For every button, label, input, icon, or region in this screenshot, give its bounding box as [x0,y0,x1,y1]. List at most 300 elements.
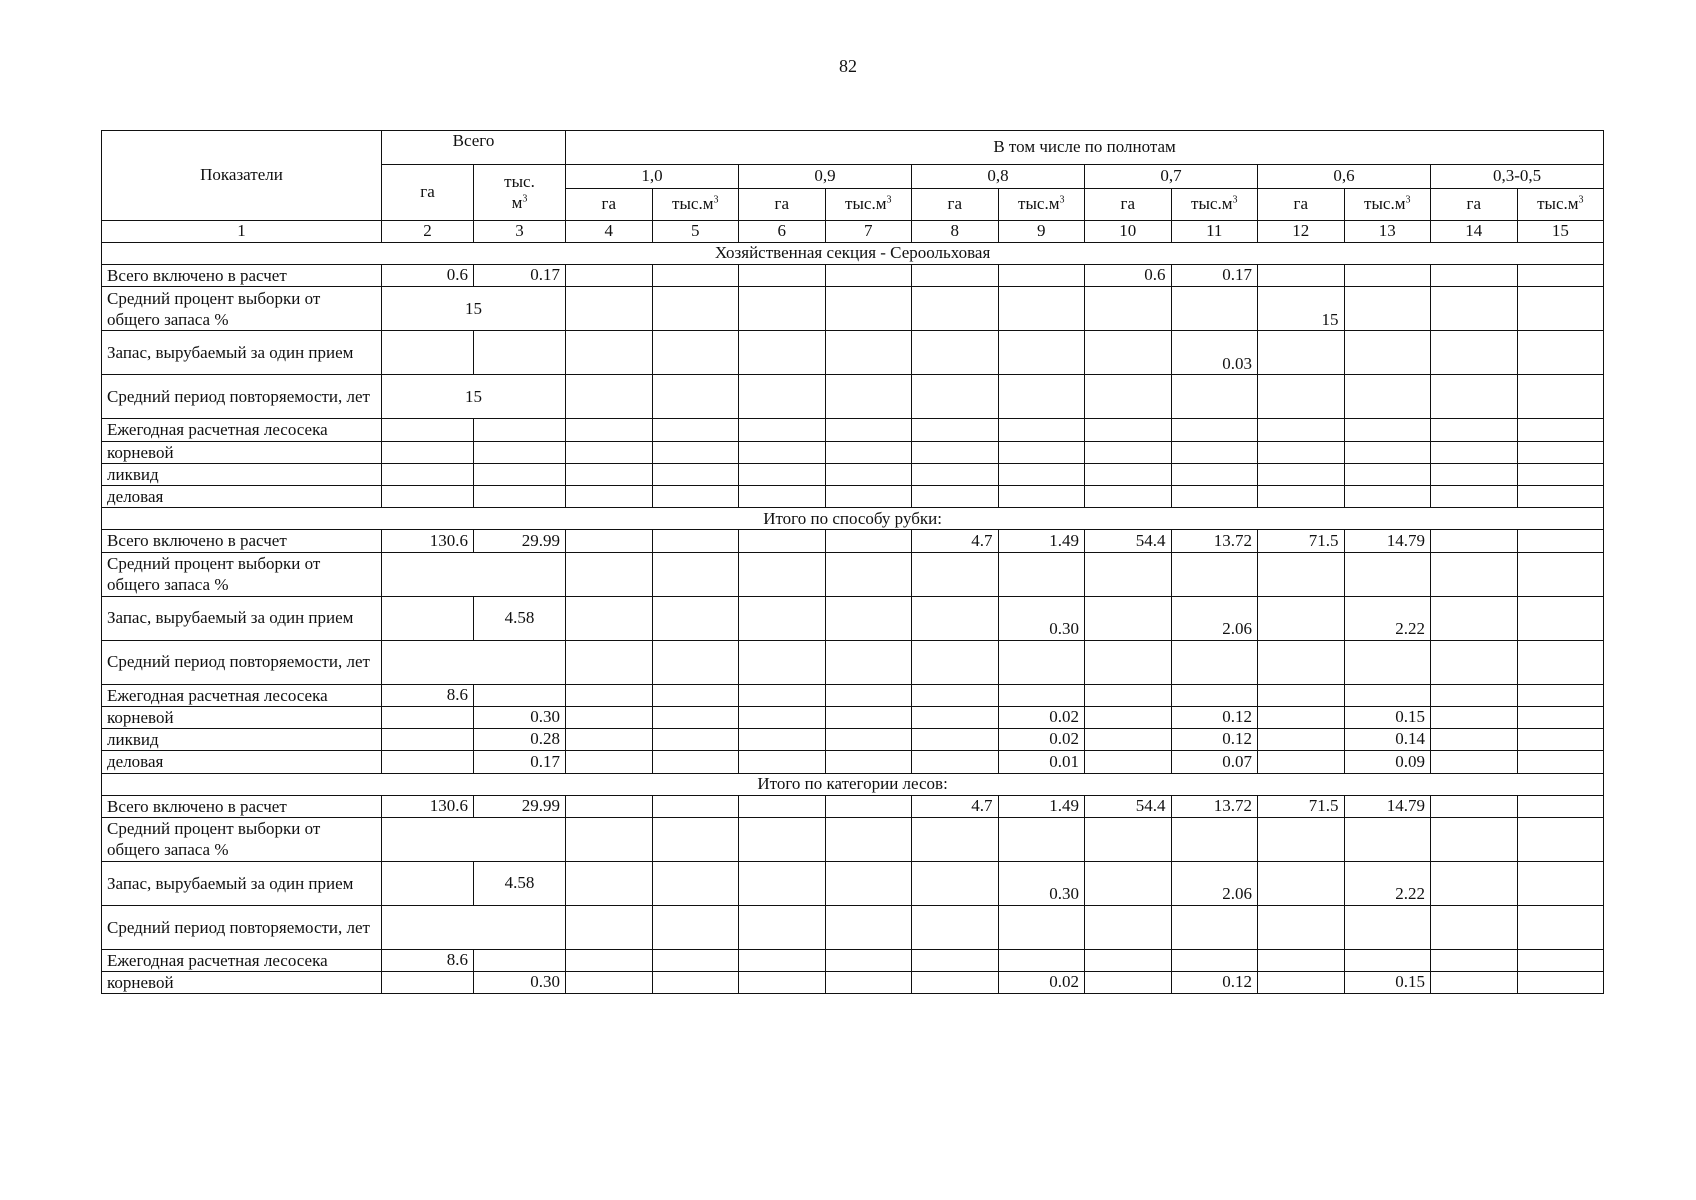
table-cell [1344,287,1431,331]
table-cell: 0.30 [474,972,566,994]
table-cell: 4.58 [474,861,566,905]
table-cell [739,905,826,949]
table-cell [825,684,912,706]
table-cell [474,441,566,463]
table-cell [1085,486,1172,508]
table-cell: 13.72 [1171,795,1258,817]
row-label: Всего включено в расчет [102,530,382,552]
table-cell [912,441,999,463]
row-label: ликвид [102,729,382,751]
table-cell [1517,949,1604,971]
table-cell [652,706,739,728]
table-cell [382,463,474,485]
table-cell [652,861,739,905]
table-cell [1085,331,1172,375]
table-cell: 0.17 [474,265,566,287]
table-cell [1517,596,1604,640]
table-cell [474,949,566,971]
table-cell [652,684,739,706]
table-cell [998,640,1085,684]
table-cell [1344,265,1431,287]
header-density: 0,3-0,5 [1431,165,1604,189]
table-cell [998,949,1085,971]
table-cell [739,419,826,441]
table-cell [1517,972,1604,994]
header-unit-thous-m3: $тыс.м^3$ [1344,189,1431,221]
table-cell [1258,861,1345,905]
table-cell [566,706,653,728]
table-cell [1171,486,1258,508]
table-cell [1258,684,1345,706]
header-unit-thous-m3: $тыс.м^3$ [998,189,1085,221]
table-cell: 130.6 [382,530,474,552]
table-cell [825,375,912,419]
table-cell: 13.72 [1171,530,1258,552]
table-cell: 15 [1258,287,1345,331]
table-cell [652,287,739,331]
table-cell [825,552,912,596]
row-label: корневой [102,441,382,463]
table-cell [1085,375,1172,419]
table-cell: 0.30 [474,706,566,728]
table-row [102,706,1604,728]
table-cell [652,463,739,485]
table-cell [566,441,653,463]
header-total-thous-m3: тыс. $м^3$ [474,165,566,221]
table-cell [1517,530,1604,552]
column-number: 8 [912,221,999,243]
table-cell [825,530,912,552]
table-cell: 2.06 [1171,596,1258,640]
table-row [102,375,1604,419]
table-cell [1431,795,1518,817]
table-cell [998,287,1085,331]
table-cell [825,486,912,508]
table-row [102,331,1604,375]
table-cell [1171,375,1258,419]
table-cell [998,441,1085,463]
table-cell [1085,441,1172,463]
table-cell [1258,706,1345,728]
table-cell [382,706,474,728]
table-cell [739,331,826,375]
table-cell: 0.12 [1171,972,1258,994]
table-cell [652,795,739,817]
table-cell [739,596,826,640]
column-number: 15 [1517,221,1604,243]
table-cell: 2.22 [1344,596,1431,640]
table-cell [1517,817,1604,861]
table-cell [825,265,912,287]
table-cell: 0.28 [474,729,566,751]
table-cell [1085,596,1172,640]
table-cell [474,331,566,375]
table-cell: 0.30 [998,596,1085,640]
table-cell [739,375,826,419]
table-cell [652,751,739,773]
table-cell [474,486,566,508]
table-cell [1171,441,1258,463]
table-cell [566,729,653,751]
table-cell [1517,552,1604,596]
table-cell [566,596,653,640]
table-cell [1171,949,1258,971]
table-cell [1431,640,1518,684]
table-cell [1517,375,1604,419]
table-cell [1085,684,1172,706]
table-cell [1517,486,1604,508]
table-cell [1171,463,1258,485]
table-cell: 0.6 [382,265,474,287]
table-cell [1085,861,1172,905]
table-cell [1431,596,1518,640]
cell-total-merged [382,552,566,596]
table-cell [1085,640,1172,684]
table-cell [566,795,653,817]
table-cell [566,861,653,905]
row-label: Всего включено в расчет [102,265,382,287]
header-density: 0,7 [1085,165,1258,189]
table-cell [912,265,999,287]
row-label: Ежегодная расчетная лесосека [102,684,382,706]
column-number: 14 [1431,221,1518,243]
table-cell: 0.12 [1171,729,1258,751]
table-row [102,419,1604,441]
table-cell [912,905,999,949]
table-cell [1517,729,1604,751]
table-cell [566,905,653,949]
table-cell [739,552,826,596]
table-cell [1258,729,1345,751]
table-cell: 29.99 [474,795,566,817]
forest-data-table [101,130,1604,994]
table-cell [912,287,999,331]
table-cell [1431,375,1518,419]
table-cell [998,419,1085,441]
table-cell: 2.22 [1344,861,1431,905]
table-cell [1517,331,1604,375]
table-cell [1431,530,1518,552]
header-density: 0,8 [912,165,1085,189]
header-total-ha: га [382,165,474,221]
table-cell: 0.17 [1171,265,1258,287]
table-cell [1258,486,1345,508]
page-number: 82 [839,56,857,76]
table-cell [912,706,999,728]
table-cell [739,706,826,728]
table-cell [382,441,474,463]
table-row [102,640,1604,684]
table-cell [739,463,826,485]
table-cell [1431,441,1518,463]
table-cell [566,640,653,684]
table-cell [1344,331,1431,375]
table-cell [652,640,739,684]
row-label: Средний период повторяемости, лет [102,640,382,684]
row-label: Запас, вырубаемый за один прием [102,596,382,640]
table-cell [1085,419,1172,441]
table-cell [739,729,826,751]
table-cell: 0.02 [998,972,1085,994]
table-cell [1171,419,1258,441]
table-cell [912,640,999,684]
table-cell: 130.6 [382,795,474,817]
table-cell [1431,861,1518,905]
table-cell [825,861,912,905]
table-cell: 0.02 [998,729,1085,751]
row-label: Средний процент выборки от общего запаса % [102,552,382,596]
table-cell [382,729,474,751]
row-label: Ежегодная расчетная лесосека [102,419,382,441]
table-cell [825,949,912,971]
header-including: В том числе по полнотам [566,131,1604,165]
table-cell [652,949,739,971]
table-cell [1431,751,1518,773]
table-cell [912,817,999,861]
table-row [102,265,1604,287]
table-cell [652,596,739,640]
table-cell: 0.09 [1344,751,1431,773]
table-cell [912,486,999,508]
table-cell [912,861,999,905]
row-label: Средний процент выборки от общего запаса % [102,817,382,861]
table-cell [652,265,739,287]
header-unit-ha: га [1085,189,1172,221]
table-cell [739,861,826,905]
column-number: 3 [474,221,566,243]
header-density: 1,0 [566,165,739,189]
table-row [102,795,1604,817]
row-label: ликвид [102,463,382,485]
table-cell [739,949,826,971]
row-label: Всего включено в расчет [102,795,382,817]
table-cell [998,486,1085,508]
table-cell [566,530,653,552]
table-cell [566,331,653,375]
table-cell [739,441,826,463]
table-cell [739,817,826,861]
header-unit-ha: га [1431,189,1518,221]
table-cell [1258,463,1345,485]
table-cell [912,375,999,419]
table-cell [1085,287,1172,331]
table-cell: 0.15 [1344,706,1431,728]
table-cell [652,972,739,994]
table-cell [1258,596,1345,640]
column-number: 5 [652,221,739,243]
table-row [102,729,1604,751]
table-cell [1431,419,1518,441]
table-cell [566,287,653,331]
section-title: Итого по категории лесов: [102,773,1604,795]
header-unit-thous-m3: $тыс.м^3$ [1517,189,1604,221]
table-cell [652,441,739,463]
table-cell [566,552,653,596]
row-label: деловая [102,486,382,508]
table-cell [998,684,1085,706]
table-cell [1258,640,1345,684]
section-title: Итого по способу рубки: [102,508,1604,530]
table-cell [1085,751,1172,773]
table-cell [1344,905,1431,949]
table-cell [912,729,999,751]
table-cell [652,486,739,508]
table-row [102,817,1604,861]
column-number: 1 [102,221,382,243]
table-cell [739,795,826,817]
table-cell [652,530,739,552]
row-label: деловая [102,751,382,773]
row-label: Запас, вырубаемый за один прием [102,331,382,375]
table-cell [912,596,999,640]
table-cell [1171,905,1258,949]
table-cell [1344,684,1431,706]
table-cell [1171,552,1258,596]
table-cell [1431,972,1518,994]
table-cell [825,972,912,994]
row-label: Средний период повторяемости, лет [102,905,382,949]
table-cell [1258,419,1345,441]
table-cell [739,751,826,773]
table-cell [1431,706,1518,728]
header-unit-ha: га [566,189,653,221]
table-cell: 2.06 [1171,861,1258,905]
table-cell: 0.03 [1171,331,1258,375]
table-cell [566,486,653,508]
table-cell [739,972,826,994]
table-cell [825,817,912,861]
table-cell [1171,684,1258,706]
section-title: Хозяйственная секция - Сероольховая [102,243,1604,265]
column-number: 6 [739,221,826,243]
header-unit-ha: га [1258,189,1345,221]
column-number: 10 [1085,221,1172,243]
table-cell [382,861,474,905]
cell-total-merged: 15 [382,287,566,331]
row-label: Средний процент выборки от общего запаса % [102,287,382,331]
table-cell [1517,861,1604,905]
table-row [102,596,1604,640]
table-cell [912,972,999,994]
table-cell [1258,375,1345,419]
table-cell [1171,287,1258,331]
table-cell [998,817,1085,861]
row-label: Средний период повторяемости, лет [102,375,382,419]
table-cell [1258,949,1345,971]
table-cell [566,751,653,773]
table-cell [1431,265,1518,287]
column-number: 7 [825,221,912,243]
table-cell: 54.4 [1085,795,1172,817]
table-row [102,486,1604,508]
table-cell [1517,265,1604,287]
table-cell [566,949,653,971]
table-cell [1517,287,1604,331]
column-number: 11 [1171,221,1258,243]
table-cell [1344,419,1431,441]
table-cell: 1.49 [998,795,1085,817]
table-cell [652,375,739,419]
table-cell [1431,552,1518,596]
table-cell: 8.6 [382,684,474,706]
table-cell [566,375,653,419]
table-cell [998,552,1085,596]
table-cell [825,905,912,949]
table-cell [825,729,912,751]
table-cell [1431,817,1518,861]
table-cell [1431,287,1518,331]
table-cell [1258,905,1345,949]
table-cell [566,463,653,485]
table-cell [652,331,739,375]
row-label: корневой [102,706,382,728]
table-cell [739,640,826,684]
table-cell [1431,486,1518,508]
header-unit-ha: га [739,189,826,221]
table-cell [825,419,912,441]
table-cell: 0.15 [1344,972,1431,994]
table-cell [1085,972,1172,994]
cell-total-merged [382,817,566,861]
column-number: 2 [382,221,474,243]
header-unit-thous-m3: $тыс.м^3$ [652,189,739,221]
table-cell [1085,729,1172,751]
table-row [102,441,1604,463]
table-cell [382,596,474,640]
table-cell [652,905,739,949]
table-row [102,751,1604,773]
table-cell [1431,729,1518,751]
table-cell [1258,972,1345,994]
cell-total-merged [382,640,566,684]
table-cell [739,287,826,331]
table-cell [998,265,1085,287]
table-cell [998,905,1085,949]
table-cell [1517,419,1604,441]
table-cell [1517,706,1604,728]
table-cell [825,751,912,773]
table-cell [825,640,912,684]
row-label: Запас, вырубаемый за один прием [102,861,382,905]
table-cell [1431,463,1518,485]
table-cell [1344,640,1431,684]
table-cell [1258,265,1345,287]
header-density: 0,6 [1258,165,1431,189]
header-unit-thous-m3: $тыс.м^3$ [825,189,912,221]
table-cell [825,795,912,817]
table-cell [1344,375,1431,419]
column-number: 12 [1258,221,1345,243]
table-cell [1258,441,1345,463]
table-cell [474,419,566,441]
table-cell: 0.02 [998,706,1085,728]
table-cell [1517,905,1604,949]
table-cell [1517,463,1604,485]
table-cell [912,684,999,706]
table-cell: 4.58 [474,596,566,640]
table-row [102,287,1604,331]
table-cell: 71.5 [1258,530,1345,552]
column-number: 13 [1344,221,1431,243]
table-cell: 0.14 [1344,729,1431,751]
table-cell [382,486,474,508]
table-cell [1344,949,1431,971]
table-cell [1517,441,1604,463]
table-cell [998,331,1085,375]
table-cell [1517,751,1604,773]
cell-total-merged: 15 [382,375,566,419]
header-total: Всего [382,131,566,165]
